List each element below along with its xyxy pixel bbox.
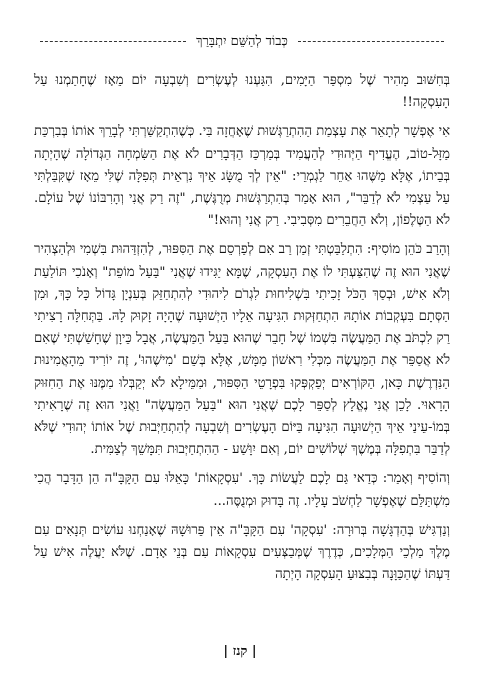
paragraph: אִי אֶפְשָׁר לְתָאֵר אֶת עָצְמַת הַהִתְרַגְּשׁוּת שֶׁאָחֲזָה בִּי. כְּשֶׁהִתְקַשַּׁרְתִּי לְבָרֵךְ אוֹתוֹ בְּבִרְכַּת מַזָּל-טוֹב, הֶעֱדִיף הַיְּהוּדִי לְהַעֲמִיד בְּמַרְכַּז הַדְּבָרִים לֹא אֶת הַשִּׂמְחָה הַגְּדוֹלָה שֶׁהָיְתָה בְּבֵיתוֹ, אֶלָּא מַשֶּׁהוּ אַחֵר לַגְמְרֵי: "אֵין לְךָ מֻשָּׂג אֵיךְ נִרְאֵית תְּפִלָּה שֶׁלִּי מֵאָז שֶׁקִּבַּלְתִּי עַל עַצְמִי לֹא לְדַבֵּר", הוּא אָמַר בְּהִתְרַגְּשׁוּת מְרֻגֶּשֶׁת, "זֶה רַק אֲנִי וְהָרִבּוֹנוֹ שֶׁל עוֹלָם. לֹא הַטֶּלֶפוֹן, וְלֹא הַחֲבֵרִים מִסְּבִיבִי. רַק אֲנִי וְהוּא!": [34, 124, 450, 229]
header-rule-right: [298, 41, 444, 42]
paragraph: וְהוֹסִיף וְאָמַר: כְּדַאי גַּם לָכֶם לַעֲשׂוֹת כָּךְ. 'עִסְקָאוֹת' כָּאֵלּוּ עִם הַקָּבָּ"ה הֵן הַדָּבָר הֲכִי מִשְׁתַּלֵּם שֶׁאֶפְשָׁר לַחְשֹׁב עָלָיו. זֶה בָּדוּק וּמְנֻסֶּה...: [34, 471, 450, 509]
paragraph: וְהָרַב כֹּהֵן מוֹסִיף: הִתְלַבַּטְתִּי זְמַן רַב אִם לְפַרְסֵם אֶת הַסִּפּוּר, לְהִזְדַּהוּת בִּשְׁמִי וּלְהַצְהִיר שֶׁאֲנִי הוּא זֶה שֶׁהִצַּעְתִּי לוֹ אֶת הָעִסְקָה, שֶׁמָּא יַגִּידוּ שֶׁאֲנִי "בַּעַל מוֹפֵת" וְאָנֹכִי תּוֹלַעַת וְלֹא אִישׁ, וּבְסַךְ הַכֹּל זָכִיתִי בִּשְׁלִיחוּת לִגְרֹם לִיהוּדִי לְהִתְחַזֵּק בְּעִנְיָן גָּדוֹל כָּל כָּךְ, וּמִן הַסְּתָם בִּעְקְבוֹת אוֹתָהּ הִתְחַזְּקוּת הִגִּיעָה אֵלָיו הַיְשׁוּעָה שֶׁהָיָה זָקוּק לָהּ. בַּתְּחִלָּה רָצִיתִי רַק לִכְתֹּב אֶת הַמַּעֲשֶׂה בִּשְׁמוֹ שֶׁל חָבֵר שֶׁהוּא בַּעַל הַמַּעֲשֶׂה, אֲבָל כֵּיוָן שֶׁחָשַׁשְׁתִּי שֶׁאִם לֹא אֲסַפֵּר אֶת הַמַּעֲשֶׂה מִכְּלִי רִאשׁוֹן מַמָּשׁ, אֶלָּא בְּשֵׁם 'מִישֶׁהוּ', זֶה יוֹרִיד מֵהָאֲמִינוּת הַנִּדְרֶשֶׁת כָּאן, הַקּוֹרְאִים יְפַקְפְּקוּ בִּפְרָטֵי הַסִּפּוּר, וּמִמֵּילָא לֹא יְקַבְּלוּ מִמֶּנּוּ אֶת הַחִזּוּק הָרָאוּי. לָכֵן אֲנִי נֶאֱלָץ לְסַפֵּר לָכֶם שֶׁאֲנִי הוּא "בַּעַל הַמַּעֲשֶׂה" וַאֲנִי הוּא זֶה שֶׁרָאִיתִי בְּמוֹ-עֵינַי אֵיךְ הַיְשׁוּעָה הִגִּיעָה בַּיּוֹם הָעֶשְׂרִים וְשִׁבְעָה לְהִתְחַיְּבוּת שֶׁל אוֹתוֹ יְהוּדִי שֶׁלֹּא לְדַבֵּר בִּתְפִלָּה בְּמֶשֶׁךְ שְׁלוֹשִׁים יוֹם, וְאִם יִוָּשַׁע - הַהִתְחַיְּבוּת תִּמָּשֵׁךְ לְצַמִּית.: [34, 242, 450, 458]
paragraph: וְנַדְגִּישׁ בְּהַדְגָּשָׁה בְּרוּרָה: 'עִסְקָה' עִם הַקָּבָּ"ה אֵין פֵּרוּשָׁהּ שֶׁאָנַחְנוּ עוֹשִׂים תְּנָאִים עִם מֶלֶךְ מַלְכֵי הַמְּלָכִים, כְּדֶרֶךְ שֶׁמְּבַצְּעִים עִסְקָאוֹת עִם בְּנֵי אָדָם. שֶׁלֹּא יַעֲלֶה אִישׁ עַל דַּעְתּוֹ שֶׁהַכַּוָּנָה בְּבִצּוּעַ הָעִסְקָה הָיְתָה: [34, 522, 450, 583]
running-header: [40, 30, 444, 52]
page-body: [34, 70, 450, 593]
header-rule-left: [40, 41, 186, 42]
paragraph: בְּחִשּׁוּב מָהִיר שֶׁל מִסְפַּר הַיָּמִים, הִגַּעְנוּ לְעֶשְׂרִים וְשִׁבְעָה יוֹם מֵאָז שֶׁחָתַמְנוּ עַל הָעִסְקָה!!: [34, 73, 450, 111]
header-title: כְּבוֹד לְהַשֵּׁם יִתְבָּרַךְ: [196, 34, 288, 49]
page-number: | קנז |: [223, 644, 257, 659]
